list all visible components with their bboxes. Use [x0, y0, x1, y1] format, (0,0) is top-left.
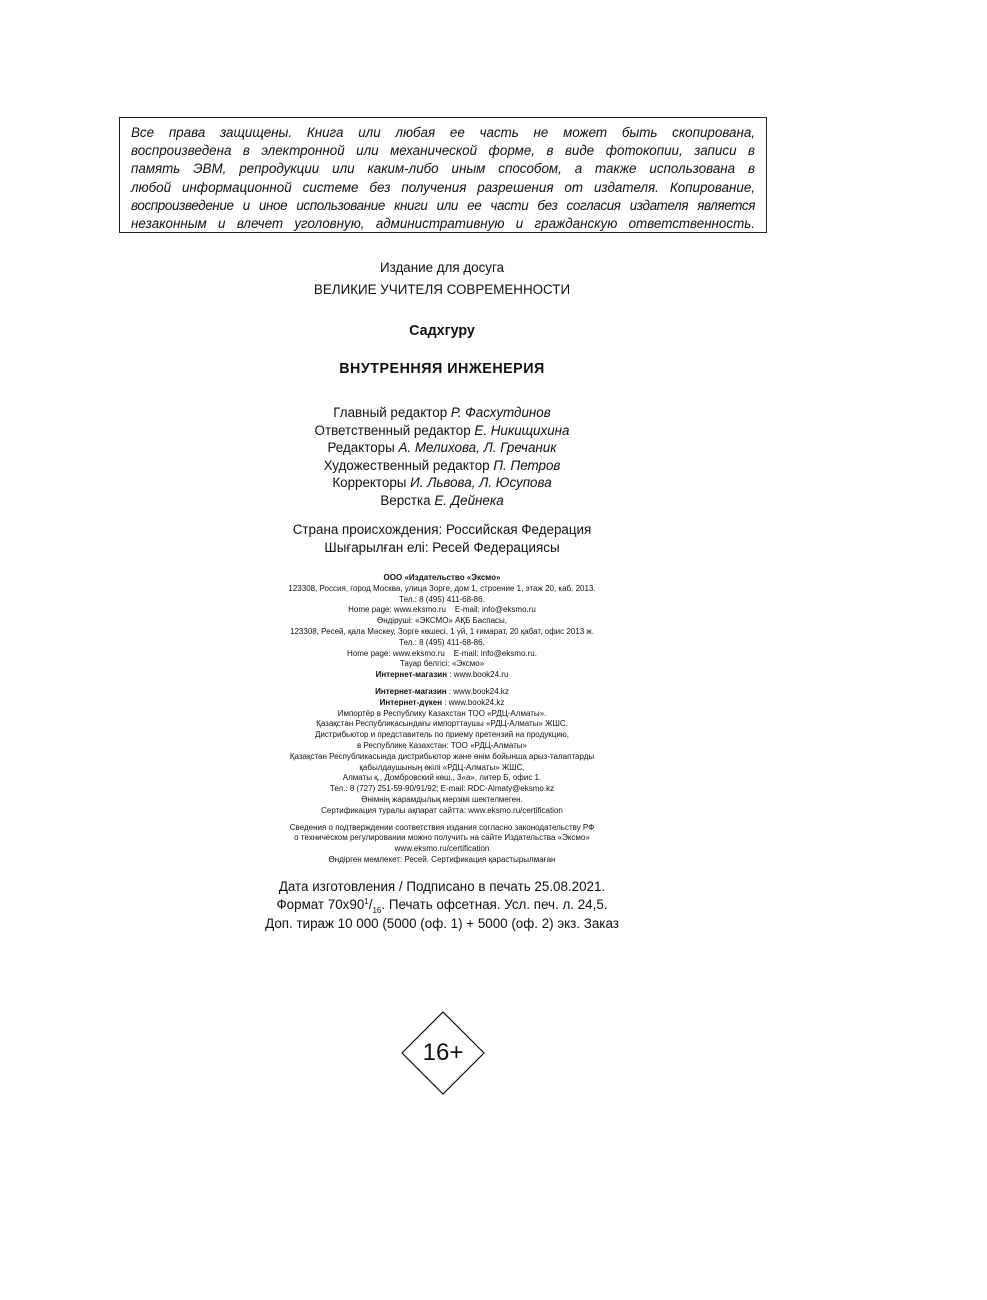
shelf-life: Өнімнің жарамдылық мерзімі шектелмеген. — [361, 794, 523, 804]
shop-url: : www.book24.ru — [447, 670, 509, 680]
format-denominator: 16 — [372, 906, 382, 916]
credit-person: П. Петров — [493, 457, 561, 473]
credit-line — [315, 457, 570, 475]
credit-role: Верстка — [380, 492, 431, 508]
format-suffix: . Печать офсетная. Усл. печ. л. 24,5. — [381, 897, 608, 913]
credit-person: И. Львова, Л. Юсупова — [410, 475, 552, 491]
publisher-phone: Тел.: 8 (495) 411-68-86. — [399, 594, 485, 604]
credit-role: Художественный редактор — [323, 457, 490, 473]
origin-line-kz: Шығарылған елі: Ресей Федерациясы — [324, 539, 560, 555]
conformity-line: Сведения о подтверждении соответствия издания согласно законодательству РФ — [289, 822, 595, 832]
credit-line — [315, 474, 570, 492]
publisher-kz-phone: Тел.: 8 (495) 411-68-86. — [399, 637, 485, 647]
publisher-kz-web: Home page: www.eksmo.ru E-mail: info@eksmo.ru. — [347, 648, 537, 658]
format-prefix: Формат 70х90 — [276, 897, 365, 913]
almaty-address: Алматы қ., Домбровский көш., 3«а», литер Б, офис 1. — [342, 773, 542, 783]
online-shop-kz2 — [288, 698, 595, 709]
print-date: Дата изготовления / Подписано в печать 25.08.2021. — [278, 879, 606, 894]
credit-role: Главный редактор — [333, 405, 448, 420]
copyright-line: Все права защищены. Книга или любая ее часть не может быть скопирована, — [131, 125, 755, 140]
distributor-kz-line: Қазақстан Республикасында дистрибьютор және өнім бойынша арыз-талаптарды — [289, 751, 595, 761]
importer: Импортёр в Республику Казахстан ТОО «РДЦ-Алматы». — [337, 708, 547, 718]
print-circulation: Доп. тираж 10 000 (5000 (оф. 1) + 5000 (оф. 2) экз. Заказ — [265, 915, 619, 931]
origin-line-ru: Страна происхождения: Российская Федерация — [292, 522, 592, 537]
publisher-info — [288, 573, 595, 866]
shop-url: : www.book24.kz — [446, 686, 509, 696]
copyright-line: воспроизведена в электронной или механической форме, в виде фотокопии, записи в — [131, 143, 755, 159]
distributor-line: в Республике Казахстан: ТОО «РДЦ-Алматы» — [357, 740, 527, 750]
publisher-address: 123308, Россия, город Москва, улица Зорге, дом 1, строение 1, этаж 20, каб. 2013. — [288, 583, 596, 593]
print-format — [265, 896, 619, 914]
publisher-web: Home page: www.eksmo.ru E-mail: info@eksmo.ru — [348, 605, 536, 615]
online-shop-ru — [288, 670, 595, 681]
credit-role: Корректоры — [332, 475, 407, 491]
age-rating-badge — [401, 1011, 485, 1095]
copyright-line: незаконным и влечет уголовную, административную и гражданскую ответственность. — [131, 216, 755, 232]
publisher-name: ООО «Издательство «Эксмо» — [383, 573, 501, 582]
format-numerator: 1 — [364, 897, 369, 907]
print-info — [265, 878, 619, 933]
shop-url: : www.book24.kz — [442, 697, 505, 707]
author-name: Садхгуру — [409, 323, 475, 339]
importer-kz: Қазақстан Республикасындағы импорттаушы «РДЦ-Алматы» ЖШС. — [316, 719, 568, 729]
credit-person: Р. Фасхутдинов — [450, 405, 551, 420]
almaty-contacts: Тел.: 8 (727) 251-59-90/91/92; E-mail: RDC-Almaty@eksmo.kz — [329, 784, 555, 794]
publisher-kz-producer: Өндіруші: «ЭКСМО» АҚБ Баспасы, — [376, 616, 508, 626]
credit-person: А. Мелихова, Л. Гречаник — [398, 440, 557, 456]
distributor-line: Дистрибьютор и представитель по приему претензий на продукцию, — [314, 730, 570, 740]
age-rating: 16+ — [422, 1039, 464, 1066]
copyright-line: память ЭВМ, репродукции или каким-либо иным способом, а также использована в — [131, 161, 755, 177]
copyright-notice — [119, 117, 767, 233]
series-name: ВЕЛИКИЕ УЧИТЕЛЯ СОВРЕМЕННОСТИ — [313, 282, 571, 297]
shop-label: Интернет-дүкен — [379, 697, 443, 707]
credit-role: Редакторы — [327, 440, 395, 456]
credit-person: Е. Никищихина — [474, 422, 570, 438]
country-of-origin — [293, 521, 592, 556]
credit-line — [315, 492, 570, 510]
edition-label: Издание для досуга — [379, 260, 505, 275]
online-shop-kz — [288, 687, 595, 698]
format-slash: / — [368, 897, 373, 913]
conformity-line: о техническом регулировании можно получить на сайте Издательства «Эксмо» — [294, 833, 590, 843]
credit-person: Е. Дейнека — [434, 492, 504, 508]
copyright-line: любой информационной системе без получения разрешения от издателя. Копирование, — [131, 179, 755, 195]
copyright-line: воспроизведение и иное использование книги или ее части без согласия издателя является — [131, 197, 755, 213]
distributor-kz-line: қабылдаушының өкілі «РДЦ-Алматы» ЖШС, — [359, 762, 525, 772]
conformity-kz: Өндірген мемлекет: Ресей. Сертификация қарастырылмаған — [328, 854, 556, 864]
conformity-url: www.eksmo.ru/certification — [394, 844, 490, 854]
publisher-kz-address: 123308, Ресей, қала Мәскеу, Зорге көшесі, 1 үй, 1 ғимарат, 20 қабат, офис 2013 ж. — [290, 626, 594, 636]
certification-kz: Сертификация туралы ақпарат сайтта: www.eksmo.ru/certification — [321, 805, 563, 815]
credit-role: Ответственный редактор — [314, 422, 471, 438]
editorial-credits — [315, 404, 570, 510]
trademark: Тауар белгісі: «Эксмо» — [399, 659, 485, 669]
shop-label: Интернет-магазин — [375, 686, 447, 696]
credit-line — [315, 439, 570, 457]
book-title: ВНУТРЕННЯЯ ИНЖЕНЕРИЯ — [339, 361, 545, 377]
credit-line — [315, 404, 570, 422]
shop-label: Интернет-магазин — [375, 670, 448, 680]
credit-line — [315, 422, 570, 440]
